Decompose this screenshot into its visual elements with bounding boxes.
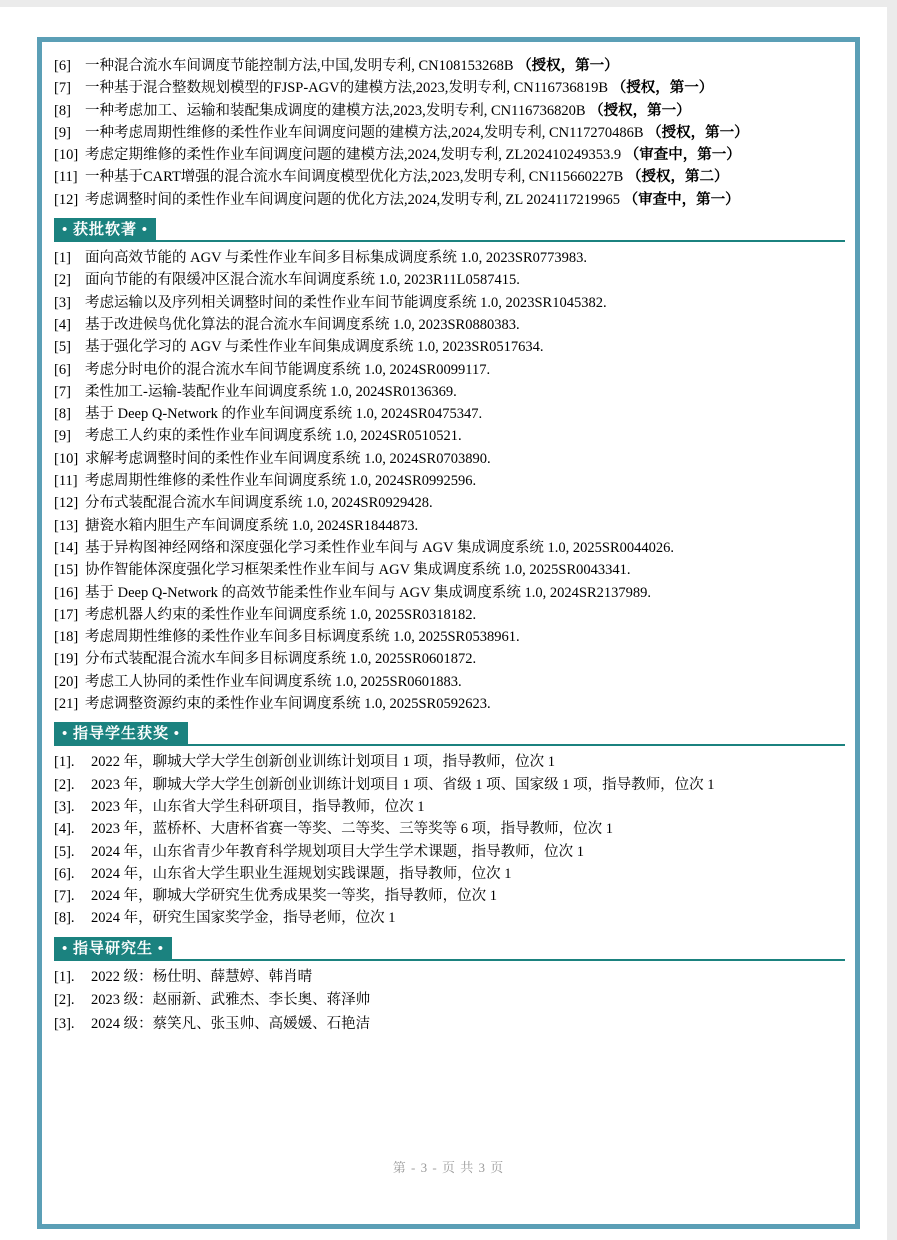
page-border-frame — [37, 37, 860, 1229]
item-text-wrap — [85, 55, 845, 77]
item-text: 考虑运输以及序列相关调整时间的柔性作业车间节能调度系统 1.0, 2023SR1045382. — [85, 294, 607, 311]
section-badge-graduates: • 指导研究生 • — [54, 937, 172, 961]
item-number: [2] — [54, 272, 71, 289]
item-text: 2024 年，研究生国家奖学金，指导老师，位次 1 — [91, 910, 396, 927]
patent-status: （授权，第一） — [647, 124, 749, 141]
patent-status: （授权，第一） — [611, 80, 714, 97]
item-number: [3] — [54, 294, 71, 311]
software-list-item — [54, 515, 845, 537]
item-number: [7] — [54, 80, 71, 97]
item-text: 协作智能体深度强化学习框架柔性作业车间与 AGV 集成调度系统 1.0, 2025SR0043341. — [85, 562, 631, 579]
item-text-wrap — [85, 189, 845, 211]
section-header-awards — [54, 722, 845, 746]
item-text: 2023 年，山东省大学生科研项目，指导教师，位次 1 — [91, 798, 425, 815]
graduate-list-item — [54, 1013, 845, 1037]
item-text: 一种考虑加工、运输和装配集成调度的建模方法,2023,发明专利, CN116736820B — [85, 102, 590, 119]
patent-status: （授权，第二） — [626, 169, 729, 186]
item-number: [7] — [54, 383, 71, 400]
item-text: 面向高效节能的 AGV 与柔性作业车间多目标集成调度系统 1.0, 2023SR0773983. — [85, 250, 588, 267]
item-number: [18] — [54, 629, 79, 646]
software-list-item — [54, 381, 845, 403]
software-copyright-list — [54, 247, 845, 715]
item-text: 一种基于CART增强的混合流水车间调度模型优化方法,2023,发明专利, CN115660227B — [85, 169, 627, 186]
award-list-item — [54, 796, 845, 818]
software-list-item — [54, 582, 845, 604]
item-text: 2024 年，聊城大学研究生优秀成果奖一等奖，指导教师，位次 1 — [91, 888, 497, 905]
item-number: [7]. — [54, 888, 75, 905]
item-text-wrap — [85, 122, 845, 144]
item-number: [6]. — [54, 865, 75, 882]
item-number: [21] — [54, 696, 79, 713]
item-number: [5]. — [54, 843, 75, 860]
software-list-item — [54, 247, 845, 269]
page-edge-right — [887, 0, 897, 1240]
item-text: 2022 级：杨仕明、薛慧婷、韩肖晴 — [91, 968, 313, 985]
item-text: 基于强化学习的 AGV 与柔性作业车间集成调度系统 1.0, 2023SR0517634. — [85, 339, 544, 356]
item-text: 一种考虑周期性维修的柔性作业车间调度问题的建模方法,2024,发明专利, CN117270486B — [85, 124, 648, 141]
software-list-item — [54, 671, 845, 693]
item-text: 基于 Deep Q-Network 的高效节能柔性作业车间与 AGV 集成调度系统 1.0, 2024SR2137989. — [85, 584, 652, 601]
student-awards-list — [54, 751, 845, 929]
patent-status: （授权，第一） — [589, 102, 691, 119]
item-number: [5] — [54, 339, 71, 356]
patent-list-item — [54, 100, 845, 122]
patent-list — [54, 55, 845, 211]
graduate-students-list — [54, 966, 845, 1037]
software-list-item — [54, 314, 845, 336]
item-number: [8] — [54, 406, 71, 423]
item-text: 2024 年，山东省大学生职业生涯规划实践课题，指导教师，位次 1 — [91, 865, 512, 882]
item-number: [1] — [54, 250, 71, 267]
item-number: [16] — [54, 584, 79, 601]
item-text: 2024 年，山东省青少年教育科学规划项目大学生学术课题，指导教师，位次 1 — [91, 843, 584, 860]
software-list-item — [54, 359, 845, 381]
item-number: [10] — [54, 450, 79, 467]
item-text: 分布式装配混合流水车间多目标调度系统 1.0, 2025SR0601872. — [85, 651, 477, 668]
item-number: [19] — [54, 651, 79, 668]
item-number: [17] — [54, 606, 79, 623]
item-text: 考虑机器人约束的柔性作业车间调度系统 1.0, 2025SR0318182. — [85, 606, 477, 623]
item-number: [6] — [54, 58, 71, 74]
item-text: 考虑定期维修的柔性作业车间调度问题的建模方法,2024,发明专利, ZL202410249353.9 — [85, 147, 625, 164]
item-number: [2]. — [54, 776, 75, 793]
item-text: 柔性加工-运输-装配作业车间调度系统 1.0, 2024SR0136369. — [85, 383, 457, 400]
patent-list-item — [54, 189, 845, 211]
item-number: [4] — [54, 316, 71, 333]
patent-status: （授权，第一） — [517, 58, 619, 74]
software-list-item — [54, 537, 845, 559]
patent-status: （审查中，第一） — [623, 191, 740, 208]
graduate-list-item — [54, 989, 845, 1013]
item-number: [10] — [54, 147, 79, 164]
item-number: [11] — [54, 169, 78, 186]
patent-list-item — [54, 77, 845, 99]
award-list-item — [54, 907, 845, 929]
page-number-footer: 第 - 3 - 页 共 3 页 — [392, 1160, 505, 1175]
item-text: 考虑调整时间的柔性作业车间调度问题的优化方法,2024,发明专利, ZL 2024117219965 — [85, 191, 624, 208]
software-list-item — [54, 470, 845, 492]
item-number: [11] — [54, 473, 78, 490]
item-number: [20] — [54, 673, 79, 690]
item-text: 基于异构图神经网络和深度强化学习柔性作业车间与 AGV 集成调度系统 1.0, 2025SR0044026. — [85, 539, 675, 556]
software-list-item — [54, 626, 845, 648]
item-number: [12] — [54, 495, 79, 512]
item-number: [9] — [54, 124, 71, 141]
patent-list-item — [54, 144, 845, 166]
award-list-item — [54, 818, 845, 840]
patent-status: （审查中，第一） — [624, 147, 741, 164]
item-number: [3]. — [54, 798, 75, 815]
item-number: [8] — [54, 102, 71, 119]
item-number: [1]. — [54, 754, 75, 771]
graduate-list-item — [54, 966, 845, 990]
software-list-item — [54, 425, 845, 447]
software-list-item — [54, 604, 845, 626]
item-number: [14] — [54, 539, 79, 556]
item-text: 考虑调整资源约束的柔性作业车间调度系统 1.0, 2025SR0592623. — [85, 696, 491, 713]
award-list-item — [54, 774, 845, 796]
item-text-wrap — [85, 77, 845, 99]
software-list-item — [54, 559, 845, 581]
item-text-wrap — [85, 166, 845, 188]
item-number: [3]. — [54, 1015, 75, 1032]
award-list-item — [54, 841, 845, 863]
software-list-item — [54, 336, 845, 358]
item-number: [6] — [54, 361, 71, 378]
item-text: 2022 年，聊城大学大学生创新创业训练计划项目 1 项，指导教师，位次 1 — [91, 754, 555, 771]
item-number: [12] — [54, 191, 79, 208]
item-text: 2023 级：赵丽新、武雅杰、李长奥、蒋泽帅 — [91, 992, 371, 1009]
section-badge-awards: • 指导学生获奖 • — [54, 722, 188, 746]
software-list-item — [54, 648, 845, 670]
item-number: [13] — [54, 517, 79, 534]
software-list-item — [54, 693, 845, 715]
item-text: 分布式装配混合流水车间调度系统 1.0, 2024SR0929428. — [85, 495, 433, 512]
software-list-item — [54, 492, 845, 514]
item-text: 基于改进候鸟优化算法的混合流水车间调度系统 1.0, 2023SR0880383. — [85, 316, 520, 333]
section-badge-software: • 获批软著 • — [54, 218, 156, 242]
item-text: 一种基于混合整数规划模型的FJSP-AGV的建模方法,2023,发明专利, CN116736819B — [85, 80, 612, 97]
item-text-wrap — [85, 100, 845, 122]
item-number: [8]. — [54, 910, 75, 927]
item-text: 考虑工人约束的柔性作业车间调度系统 1.0, 2024SR0510521. — [85, 428, 462, 445]
software-list-item — [54, 292, 845, 314]
section-header-software — [54, 218, 845, 242]
patent-list-item — [54, 55, 845, 77]
software-list-item — [54, 269, 845, 291]
item-number: [4]. — [54, 821, 75, 838]
item-text: 求解考虑调整时间的柔性作业车间调度系统 1.0, 2024SR0703890. — [85, 450, 491, 467]
award-list-item — [54, 863, 845, 885]
item-text: 2023 年，聊城大学大学生创新创业训练计划项目 1 项、省级 1 项、国家级 1 项，指导教师，位次 1 — [91, 776, 715, 793]
item-text: 一种混合流水车间调度节能控制方法,中国,发明专利, CN108153268B — [85, 58, 518, 74]
patent-list-item — [54, 166, 845, 188]
patent-list-item — [54, 122, 845, 144]
item-text: 2023 年，蓝桥杯、大唐杯省赛一等奖、二等奖、三等奖等 6 项，指导教师，位次 1 — [91, 821, 613, 838]
item-number: [1]. — [54, 968, 75, 985]
software-list-item — [54, 403, 845, 425]
section-header-graduates — [54, 937, 845, 961]
item-number: [9] — [54, 428, 71, 445]
item-text: 考虑分时电价的混合流水车间节能调度系统 1.0, 2024SR0099117. — [85, 361, 491, 378]
page-edge-top — [0, 0, 897, 7]
item-text: 考虑工人协同的柔性作业车间调度系统 1.0, 2025SR0601883. — [85, 673, 462, 690]
item-text: 考虑周期性维修的柔性作业车间多目标调度系统 1.0, 2025SR0538961. — [85, 629, 520, 646]
item-number: [2]. — [54, 992, 75, 1009]
item-text: 2024 级：蔡笑凡、张玉帅、高媛媛、石艳洁 — [91, 1015, 371, 1032]
item-text: 考虑周期性维修的柔性作业车间调度系统 1.0, 2024SR0992596. — [85, 473, 477, 490]
item-text: 面向节能的有限缓冲区混合流水车间调度系统 1.0, 2023R11L0587415. — [85, 272, 520, 289]
award-list-item — [54, 885, 845, 907]
item-text-wrap — [85, 144, 845, 166]
item-text: 搪瓷水箱内胆生产车间调度系统 1.0, 2024SR1844873. — [85, 517, 419, 534]
item-number: [15] — [54, 562, 79, 579]
award-list-item — [54, 751, 845, 773]
item-text: 基于 Deep Q-Network 的作业车间调度系统 1.0, 2024SR0475347. — [85, 406, 483, 423]
software-list-item — [54, 448, 845, 470]
